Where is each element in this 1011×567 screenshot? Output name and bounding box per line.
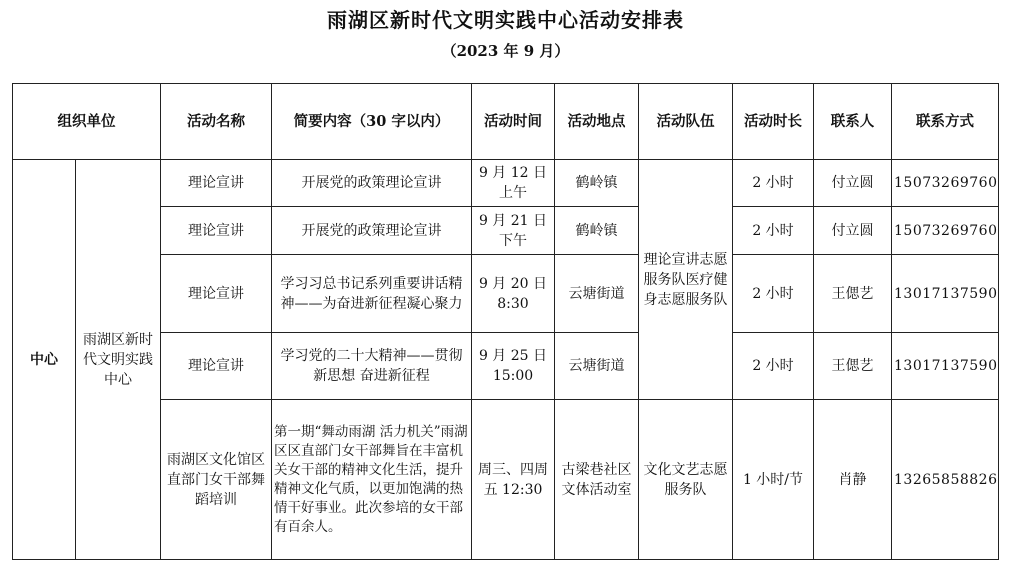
activity-time-cell: 9 月 25 日 15:00: [472, 333, 555, 400]
contact-phone-cell: 15073269760: [892, 207, 999, 255]
table-row: [13, 207, 999, 255]
contact-phone-cell: 15073269760: [892, 160, 999, 207]
document-title: 雨湖区新时代文明实践中心活动安排表: [327, 8, 684, 32]
activity-duration-cell: 2 小时: [733, 160, 814, 207]
table-row: [13, 160, 999, 207]
activity-name-cell: 理论宣讲: [161, 160, 272, 207]
org-level-cell: 中心: [13, 160, 76, 560]
contact-name-cell: 付立圆: [814, 160, 892, 207]
activity-time-cell: 周三、四周五 12:30: [472, 400, 555, 560]
activity-duration-cell: 2 小时: [733, 207, 814, 255]
activity-name-cell: 理论宣讲: [161, 255, 272, 333]
contact-name-cell: 付立圆: [814, 207, 892, 255]
activity-duration-cell: 2 小时: [733, 255, 814, 333]
document-subtitle: （2023 年 9 月）: [441, 42, 570, 60]
header-name: 活动名称: [161, 84, 272, 160]
activity-name-cell: 理论宣讲: [161, 207, 272, 255]
activity-content-cell: 第一期“舞动雨湖 活力机关”雨湖区区直部门女干部舞旨在丰富机关女干部的精神文化生活，提升精神文化气质，以更加饱满的热情干好事业。此次参培的女干部有百余人。: [272, 400, 472, 560]
activity-time-cell: 9 月 12 日上午: [472, 160, 555, 207]
org-unit-cell: 雨湖区新时代文明实践中心: [76, 160, 161, 560]
contact-name-cell: 肖静: [814, 400, 892, 560]
activity-name-cell: 雨湖区文化馆区直部门女干部舞蹈培训: [161, 400, 272, 560]
activity-content-cell: 学习习总书记系列重要讲话精神——为奋进新征程凝心聚力: [272, 255, 472, 333]
activity-location-cell: 云塘街道: [555, 333, 639, 400]
table-row: [13, 255, 999, 333]
header-content: 简要内容（30 字以内）: [272, 84, 472, 160]
contact-phone-cell: 13265858826: [892, 400, 999, 560]
contact-name-cell: 王偲艺: [814, 255, 892, 333]
activity-table: [12, 83, 999, 560]
header-team: 活动队伍: [639, 84, 733, 160]
activity-location-cell: 鹤岭镇: [555, 207, 639, 255]
contact-name-cell: 王偲艺: [814, 333, 892, 400]
activity-team-cell: 文化文艺志愿服务队: [639, 400, 733, 560]
activity-duration-cell: 1 小时/节: [733, 400, 814, 560]
contact-phone-cell: 13017137590: [892, 255, 999, 333]
header-duration: 活动时长: [733, 84, 814, 160]
table-row: [13, 333, 999, 400]
contact-phone-cell: 13017137590: [892, 333, 999, 400]
header-location: 活动地点: [555, 84, 639, 160]
activity-duration-cell: 2 小时: [733, 333, 814, 400]
activity-content-cell: 开展党的政策理论宣讲: [272, 207, 472, 255]
activity-content-cell: 学习党的二十大精神——贯彻新思想 奋进新征程: [272, 333, 472, 400]
activity-location-cell: 云塘街道: [555, 255, 639, 333]
header-time: 活动时间: [472, 84, 555, 160]
activity-name-cell: 理论宣讲: [161, 333, 272, 400]
activity-location-cell: 古梁巷社区文体活动室: [555, 400, 639, 560]
activity-content-cell: 开展党的政策理论宣讲: [272, 160, 472, 207]
header-contact: 联系人: [814, 84, 892, 160]
table-row: [13, 400, 999, 560]
activity-time-cell: 9 月 21 日下午: [472, 207, 555, 255]
header-phone: 联系方式: [892, 84, 999, 160]
activity-team-cell: 理论宣讲志愿服务队医疗健身志愿服务队: [639, 160, 733, 400]
header-org: 组织单位: [13, 84, 161, 160]
header-row: [13, 84, 999, 160]
activity-location-cell: 鹤岭镇: [555, 160, 639, 207]
activity-time-cell: 9 月 20 日 8:30: [472, 255, 555, 333]
